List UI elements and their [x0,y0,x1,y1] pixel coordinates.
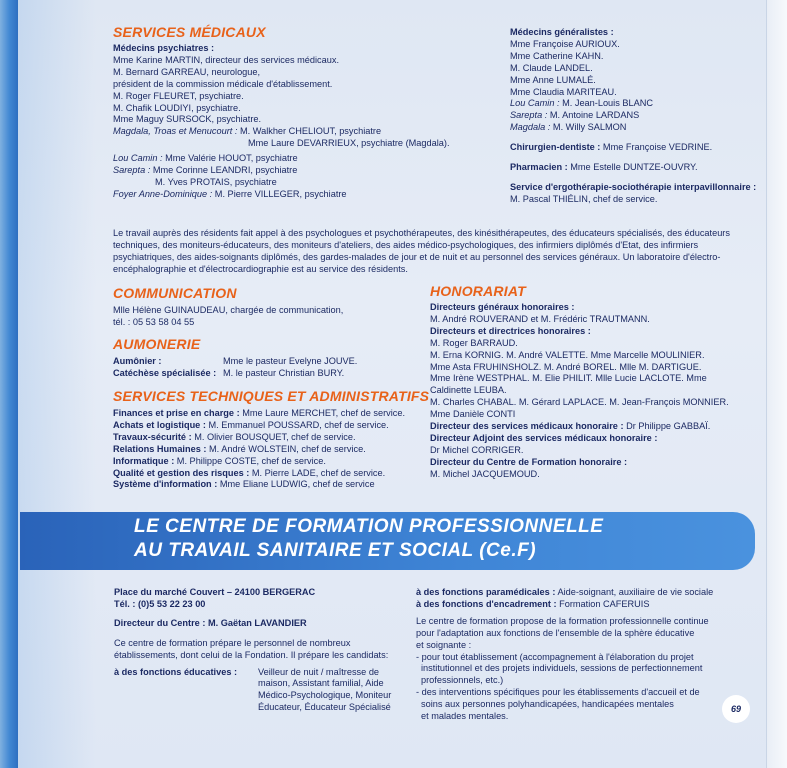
ergo-text: M. Pascal THIÉLIN, chef de service. [510,193,658,204]
gen-magdala-label: Magdala : [510,122,551,133]
cef-director-text: M. Gaëtan LAVANDIER [205,617,307,628]
communication-heading: COMMUNICATION [113,285,237,301]
educ-label: à des fonctions éducatives : [114,666,238,677]
magdala-line-2: Mme Laure DEVARRIEUX, psychiatre (Magdala). [248,138,450,149]
dentiste-text: Mme Françoise VEDRINE. [600,142,713,153]
psy-line: M. Roger FLEURET, psychiatre. [113,90,244,101]
educ-line: Médico-Psychologique, Moniteur [258,690,392,701]
generaliste-line: Mme Françoise AURIOUX. [510,38,620,49]
tech-row-label: Finances et prise en charge : [113,408,240,418]
tech-row-text: M. Pierre LADE, chef de service. [249,467,386,478]
page-edge [766,0,787,768]
adj-label: Directeur Adjoint des services médicaux honoraire : [430,432,658,443]
continue-line: - des interventions spécifiques pour les établissements d'accueil et de [416,687,700,698]
dir-line: Mme Danièle CONTI [430,409,516,420]
communication-block [113,305,343,329]
gen-loucamin-label: Lou Camin : [510,98,560,109]
dg-label: Directeurs généraux honoraires : [430,302,575,312]
magdala-line [113,126,450,138]
aumonier-text: Mme le pasteur Evelyne JOUVE. [223,356,358,366]
paragraph-line: techniques, des moniteurs-éducateurs, des moniteurs d'ateliers, des aides médico-psychologiques, des infirmiers diplômés d'Etat, des infirmiers [113,239,699,250]
tech-row [113,479,405,491]
catechese-label: Catéchèse spécialisée : [113,367,217,378]
tech-row-label: Informatique : [113,455,175,466]
tech-row-label: Travaux-sécurité : [113,431,192,442]
generalistes-block [510,27,756,206]
psy-line: Mme Karine MARTIN, directeur des services médicaux. [113,54,340,65]
loucamin-line [113,153,450,165]
generaliste-line: Mme Claudia MARITEAU. [510,86,617,97]
para-label: à des fonctions paramédicales : [416,587,556,597]
psychiatres-title: Médecins psychiatres : [113,43,215,53]
continue-line: professionnels, etc.) [421,675,504,686]
cef-intro-line: Ce centre de formation prépare le personnel de nombreux [114,637,351,648]
foyer-line [113,189,450,201]
tech-row [113,444,405,456]
aumonier-row [113,356,413,368]
tech-row-label: Qualité et gestion des risques : [113,467,250,478]
dsm-label: Directeur des services médicaux honoraire : [430,421,624,432]
tech-row-label: Système d'information : [113,479,218,490]
adj-text: Dr Michel CORRIGER. [430,444,524,455]
encad-line [416,599,713,611]
generaliste-line: Mme Catherine KAHN. [510,50,604,61]
aumonerie-heading: AUMONERIE [113,336,201,352]
sarepta-line-2: M. Yves PROTAIS, psychiatre [155,176,277,187]
catechese-row [113,368,413,380]
ergo-label: Service d'ergothérapie-sociothérapie interpavillonnaire : [510,181,757,192]
sarepta-label: Sarepta : [113,165,151,176]
dir-line: M. Erna KORNIG. M. André VALETTE. Mme Marcelle MOULINIER. [430,349,705,360]
honorariat-block [430,302,729,481]
magdala-text: M. Walkher CHELIOUT, psychiatre [237,126,382,137]
educ-line: Éducateur, Éducateur Spécialisé [258,702,391,713]
continue-line: pour l'adaptation aux fonctions de l'ensemble de la sphère éducative [416,627,695,638]
cef-left-block [114,587,404,715]
services-medicaux-block [113,43,450,201]
psy-line: M. Chafik LOUDIYI, psychiatre. [113,102,241,113]
cef-intro-line: établissements, dont celui de la Fondation. Il prépare les candidats: [114,649,389,660]
gen-magdala-text: M. Willy SALMON [550,122,627,133]
generaliste-line: M. Claude LANDEL. [510,62,593,73]
tech-row-text: Mme Eliane LUDWIG, chef de service [217,479,375,490]
honorariat-heading: HONORARIAT [430,283,526,299]
cef-right-block [416,587,713,723]
paragraph-line: Le travail auprès des résidents fait appel à des psychologues et psychothérapeutes, des kinésithérapeutes, des éducateurs spécialisés, des éducateurs [113,228,730,238]
tech-row [113,408,405,420]
dg-text: M. André ROUVERAND et M. Frédéric TRAUTMANN. [430,313,650,324]
magdala-label: Magdala, Troas et Menucourt : [113,126,238,137]
educ-row [114,667,404,715]
cef-address: Place du marché Couvert – 24100 BERGERAC [114,587,316,597]
psy-line: M. Bernard GARREAU, neurologue, [113,66,261,77]
tech-row-text: M. Philippe COSTE, chef de service. [174,455,326,466]
continue-line: - pour tout établissement (accompagnement à l'élaboration du projet [416,651,694,662]
cef-director-line [114,618,404,630]
cef-banner [20,512,755,570]
binding-spine [0,0,18,768]
encad-label: à des fonctions d'encadrement : [416,598,557,609]
gen-sarepta-label: Sarepta : [510,110,548,121]
psy-line: Mme Maguy SURSOCK, psychiatre. [113,114,262,125]
generaliste-line: Mme Anne LUMALÉ. [510,74,596,85]
dir-line: Caldinette LEUBA. [430,385,507,396]
aumonier-label: Aumônier : [113,356,162,366]
dentiste-line [510,142,756,154]
pharmacien-line [510,162,756,174]
catechese-text: M. le pasteur Christian BURY. [223,367,345,378]
sarepta-text: Mme Corinne LEANDRI, psychiatre [150,165,298,176]
educ-line: Veilleur de nuit / maîtresse de [258,666,380,677]
tech-row-label: Relations Humaines : [113,443,207,454]
tech-row [113,468,405,480]
cef-director-label: Directeur du Centre : [114,617,206,628]
communication-line-1: Mlle Hélène GUINAUDEAU, chargée de communication, [113,305,344,315]
dentiste-label: Chirurgien-dentiste : [510,142,601,153]
foyer-text: M. Pierre VILLEGER, psychiatre [212,188,347,199]
spine-shadow [18,0,96,768]
generalistes-title: Médecins généralistes : [510,27,614,37]
gen-magdala-line [510,122,756,134]
dsm-line [430,421,729,433]
sarepta-line [113,165,450,177]
techniques-heading: SERVICES TECHNIQUES ET ADMINISTRATIFS [113,388,430,404]
encad-text: Formation CAFERUIS [556,598,650,609]
tech-row-text: M. Olivier BOUSQUET, chef de service. [191,431,356,442]
tech-row-text: M. Emmanuel POUSSARD, chef de service. [205,419,389,430]
gen-loucamin-line [510,98,756,110]
tech-row [113,456,405,468]
pharmacien-label: Pharmacien : [510,162,568,173]
tech-row [113,420,405,432]
continue-line: Le centre de formation propose de la formation professionnelle continue [416,615,709,626]
tech-row [113,432,405,444]
gen-loucamin-text: M. Jean-Louis BLANC [559,98,653,109]
continue-line: soins aux personnes polyhandicapées, handicapées mentales [421,699,674,710]
continue-line: institutionnel et des projets individuels, sessions de perfectionnement [421,663,703,674]
banner-title-line-2: AU TRAVAIL SANITAIRE ET SOCIAL (Ce.F) [134,540,537,561]
dir-line: M. Roger BARRAUD. [430,337,518,348]
staff-paragraph [113,228,730,276]
dsm-text: Dr Philippe GABBAÏ. [623,421,711,432]
tech-row-label: Achats et logistique : [113,419,206,430]
loucamin-text: Mme Valérie HOUOT, psychiatre [162,153,298,164]
foyer-label: Foyer Anne-Dominique : [113,188,213,199]
banner-title-line-1: LE CENTRE DE FORMATION PROFESSIONNELLE [134,516,604,537]
cf-label: Directeur du Centre de Formation honoraire : [430,456,628,467]
cef-tel: Tél. : (0)5 53 22 23 00 [114,598,206,609]
loucamin-label: Lou Camin : [113,153,163,164]
aumonerie-block [113,356,413,380]
paragraph-line: encéphalographie et d'électrocardiographie est au service des résidents. [113,263,408,274]
tech-row-text: M. André WOLSTEIN, chef de service. [206,443,366,454]
continue-line: et malades mentales. [421,711,509,722]
continue-line: et soignante : [416,639,472,650]
gen-sarepta-line [510,110,756,122]
services-medicaux-heading: SERVICES MÉDICAUX [113,24,266,40]
educ-list [258,667,391,715]
dir-line: Mme Asta FRUHINSHOLZ. M. André BOREL. Mlle M. DARTIGUE. [430,361,702,372]
communication-line-2: tél. : 05 53 58 04 55 [113,316,195,327]
para-line [416,587,713,599]
dir-label: Directeurs et directrices honoraires : [430,325,591,336]
gen-sarepta-text: M. Antoine LARDANS [547,110,640,121]
tech-row-text: Mme Laure MERCHET, chef de service. [239,408,406,418]
educ-line: maison, Assistant familial, Aide [258,678,384,689]
para-text: Aide-soignant, auxiliaire de vie sociale [555,587,714,597]
paragraph-line: psychiatriques, des aides-soignants diplômés, des gardes-malades de jour et de nuit et au personnel des services généraux. Un laboratoire d'électro- [113,251,721,262]
dir-line: Mme Irène WESTPHAL. M. Elie PHILIT. Mlle Lucie LACLOTE. Mme [430,373,707,384]
techniques-block [113,408,405,491]
psy-line: président de la commission médicale d'établissement. [113,78,333,89]
cf-text: M. Michel JACQUEMOUD. [430,468,540,479]
page-number: 69 [722,695,750,723]
dir-line: M. Charles CHABAL. M. Gérard LAPLACE. M. Jean-François MONNIER. [430,397,729,408]
pharmacien-text: Mme Estelle DUNTZE-OUVRY. [567,162,698,173]
